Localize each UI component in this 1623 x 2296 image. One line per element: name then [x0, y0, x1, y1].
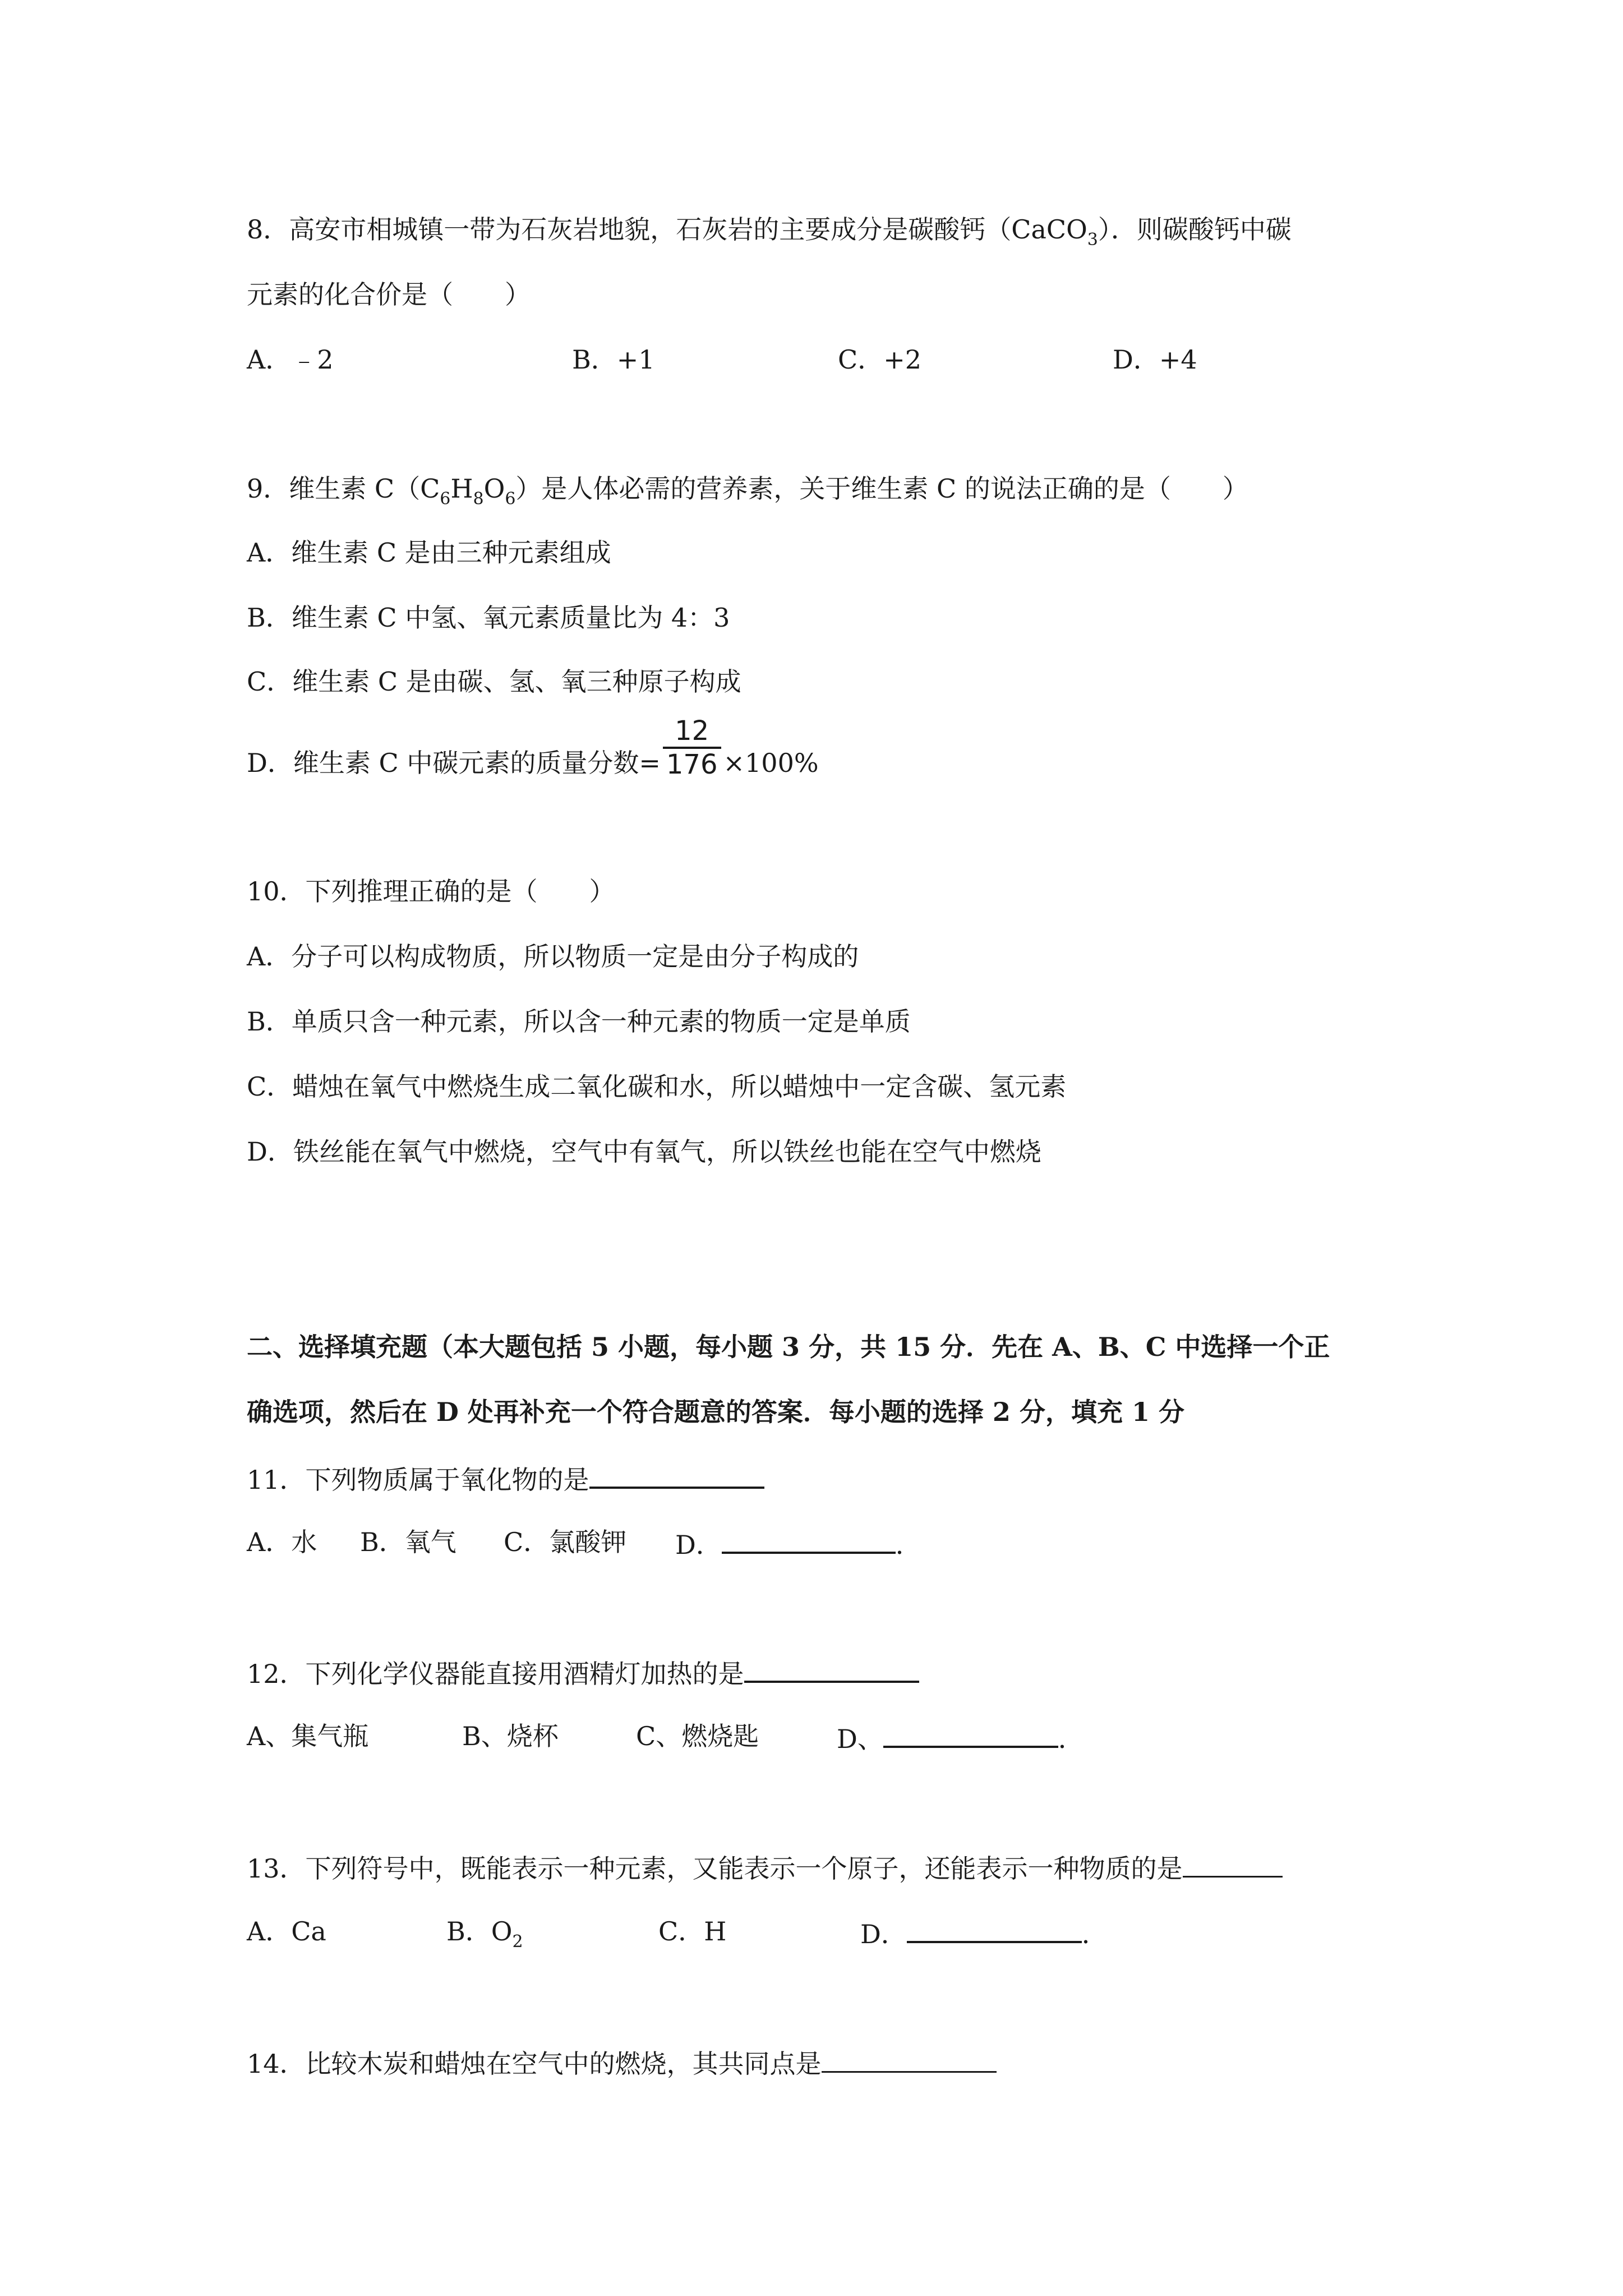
q10-option-b: B．单质只含一种元素，所以含一种元素的物质一定是单质 — [247, 1006, 911, 1037]
mass-fraction: $\frac{12}{176}$ — [663, 716, 721, 781]
q12-option-c: C、燃烧匙 — [636, 1721, 759, 1751]
q8-stem-line1: 8．高安市相城镇一带为石灰岩地貌，石灰岩的主要成分是碳酸钙（CaCO$_3$）．则碳酸钙中碳 — [247, 214, 1292, 250]
q11-answer-blank[interactable] — [589, 1464, 764, 1489]
section2-heading-line1: 二、选择填充题（本大题包括 5 小题，每小题 3 分，共 15 分．先在 A、B、C 中选择一个正 — [247, 1332, 1330, 1362]
q10-option-c: C．蜡烛在氧气中燃烧生成二氧化碳和水，所以蜡烛中一定含碳、氢元素 — [247, 1071, 1067, 1102]
q11-option-d: D． ． — [675, 1530, 921, 1560]
q11-option-c: C．氯酸钾 — [504, 1527, 627, 1557]
q9-option-a: A．维生素 C 是由三种元素组成 — [247, 537, 611, 568]
q13-option-d: D． ． — [860, 1919, 1108, 1949]
q11-fill-blank[interactable] — [722, 1529, 896, 1554]
q14-answer-blank[interactable] — [822, 2049, 997, 2073]
q14-stem: 14．比较木炭和蜡烛在空气中的燃烧，其共同点是 — [247, 2049, 997, 2077]
section2-heading-line2: 确选项，然后在 D 处再补充一个符合题意的答案．每小题的选择 2 分，填充 1 分 — [247, 1397, 1184, 1427]
q8-stem-line2: 元素的化合价是（ ） — [247, 279, 531, 310]
q13-option-c: C．H — [658, 1916, 727, 1947]
q8-option-c: C．+2 — [838, 344, 922, 375]
q8-option-a: A．﹣2 — [247, 344, 334, 375]
q8-option-d: D．+4 — [1113, 344, 1197, 375]
q12-stem: 12．下列化学仪器能直接用酒精灯加热的是 — [247, 1658, 919, 1687]
q9-option-d: D．维生素 C 中碳元素的质量分数= $\frac{12}{176}$ ×100% — [247, 715, 819, 781]
q10-option-a: A．分子可以构成物质，所以物质一定是由分子构成的 — [247, 941, 859, 972]
q12-answer-blank[interactable] — [744, 1658, 919, 1683]
q10-option-d: D．铁丝能在氧气中燃烧，空气中有氧气，所以铁丝也能在空气中燃烧 — [247, 1137, 1041, 1167]
q9-stem: 9．维生素 $C(C_6H_8O_6)$是人体必需的营养素，关于维生素 C 的说法正确的是（ ） — [247, 473, 1248, 509]
q12-option-d: D、 ． — [837, 1724, 1084, 1754]
q12-option-b: B、烧杯 — [462, 1721, 559, 1751]
q10-stem: 10．下列推理正确的是（ ） — [247, 876, 615, 907]
q11-option-b: B．氧气 — [360, 1527, 457, 1557]
q9-option-c: C．维生素 C 是由碳、氢、氧三种原子构成 — [247, 666, 741, 697]
q9-option-b: B．维生素 C 中氢、氧元素质量比为 4：3 — [247, 602, 730, 633]
q8-option-b: B．+1 — [572, 344, 655, 375]
q13-option-b: B．$O_2$ — [446, 1916, 523, 1952]
q11-option-a: A．水 — [247, 1527, 317, 1557]
q13-stem: 13．下列符号中，既能表示一种元素，又能表示一个原子，还能表示一种物质的是 — [247, 1853, 1283, 1881]
q13-answer-blank[interactable] — [1183, 1853, 1283, 1878]
q13-option-a: A．Ca — [247, 1916, 326, 1947]
q11-stem: 11．下列物质属于氧化物的是 — [247, 1464, 764, 1493]
q12-option-a: A、集气瓶 — [247, 1721, 369, 1751]
q13-fill-blank[interactable] — [907, 1918, 1082, 1943]
q12-fill-blank[interactable] — [883, 1723, 1058, 1748]
